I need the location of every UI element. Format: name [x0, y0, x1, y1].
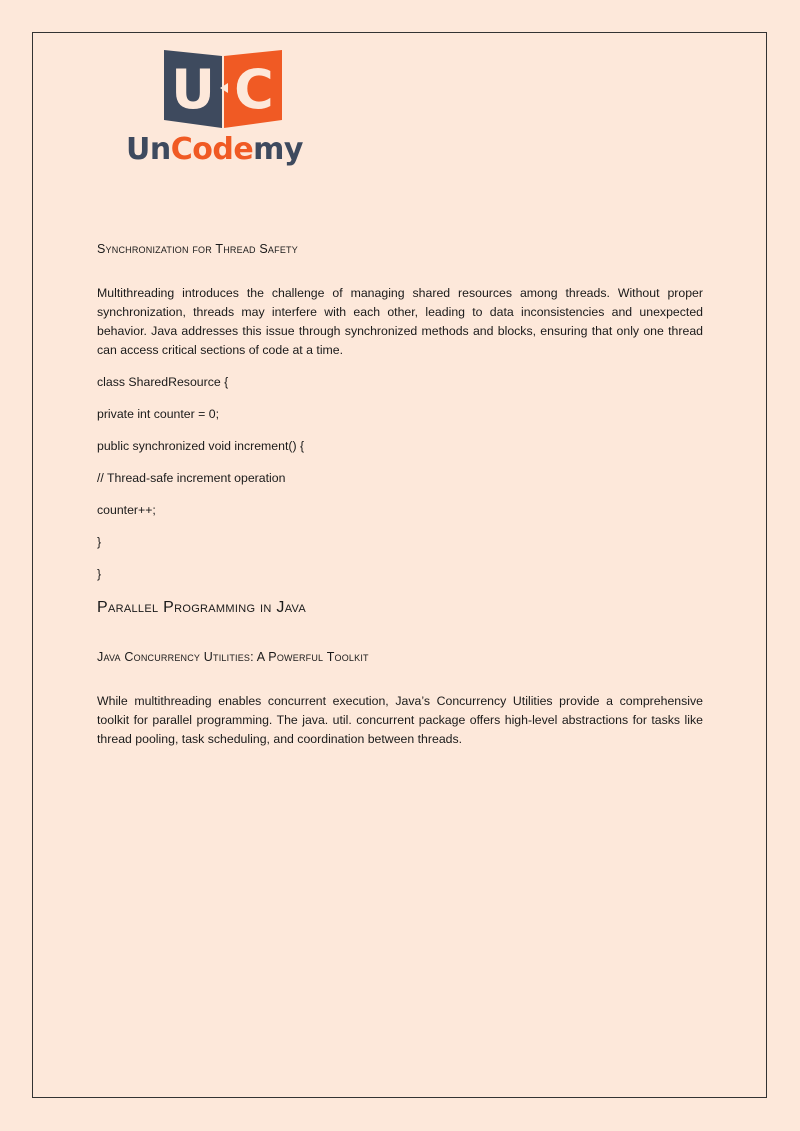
logo-word-part2: Code [170, 132, 254, 167]
code-line: class SharedResource { [97, 375, 229, 389]
code-line: private int counter = 0; [97, 407, 220, 421]
logo-word-part3: my [253, 132, 303, 167]
code-line: } [97, 535, 102, 549]
section-heading-concurrency-utilities: Java Concurrency Utilities: A Powerful Toolkit [97, 650, 369, 664]
logo-word-part1: Un [126, 132, 171, 167]
logo-mark-left-letter: U [171, 58, 215, 121]
code-line: counter++; [97, 503, 156, 517]
section-heading-parallel-programming: Parallel Programming in Java [97, 599, 306, 616]
code-line: } [97, 567, 102, 581]
logo-mark-right-letter: C [234, 58, 274, 121]
paragraph-synchronization: Multithreading introduces the challenge of managing shared resources among threads. Without proper synchronization, threads may interfere with each other, leading to data inconsistencies and unexpected behavior. Java addresses this issue through synchronized methods and blocks, ensuring that only one thread can access critical sections of code at a time. [97, 286, 703, 357]
page-content [97, 242, 703, 749]
section-heading-synchronization: Synchronization for Thread Safety [97, 242, 298, 256]
code-line: public synchronized void increment() { [97, 439, 305, 453]
logo-wordmark [126, 132, 303, 167]
uc-logo-mark-icon [164, 50, 282, 128]
uncodemy-logo [126, 48, 326, 178]
paragraph-concurrency-utilities: While multithreading enables concurrent execution, Java’s Concurrency Utilities provide a comprehensive toolkit for parallel programming. The java. util. concurrent package offers high-level abstractions for tasks like thread pooling, task scheduling, and coordination between threads. [97, 694, 703, 746]
code-line: // Thread-safe increment operation [97, 471, 286, 485]
